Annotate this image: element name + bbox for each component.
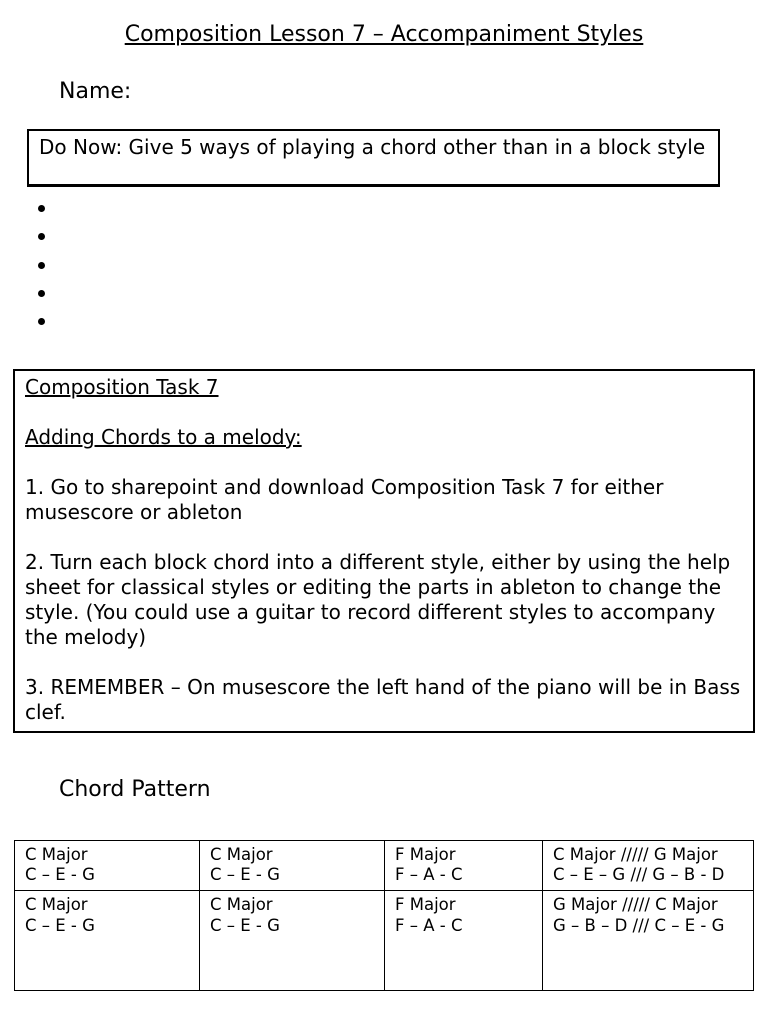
- chord-name: F Major: [395, 845, 456, 864]
- chord-name: C Major: [25, 845, 88, 864]
- do-now-box: Do Now: Give 5 ways of playing a chord other than in a block style: [27, 129, 720, 187]
- chord-notes: G – B – D /// C – E - G: [553, 915, 725, 935]
- chord-cell: [15, 841, 200, 891]
- chord-notes: C – E - G: [25, 915, 95, 935]
- chord-name: F Major: [395, 895, 456, 915]
- chord-pattern-heading: Chord Pattern: [59, 777, 211, 802]
- chord-cell: [15, 891, 200, 991]
- chord-cell: [543, 891, 754, 991]
- chord-name: C Major: [210, 845, 273, 864]
- task-step-1: 1. Go to sharepoint and download Composition Task 7 for either musescore or ableton: [25, 475, 664, 524]
- chord-cell: [385, 841, 543, 891]
- chord-pattern-table: [14, 840, 754, 991]
- chord-name: C Major: [25, 895, 88, 915]
- task-heading: Composition Task 7: [25, 375, 219, 399]
- table-row: [15, 891, 754, 991]
- chord-notes: C – E - G: [210, 915, 280, 935]
- chord-cell: [543, 841, 754, 891]
- chord-cell: [200, 841, 385, 891]
- name-label: Name:: [59, 79, 132, 104]
- chord-cell: [385, 891, 543, 991]
- composition-task-box: [13, 369, 755, 733]
- chord-name: C Major ///// G Major: [553, 845, 718, 864]
- chord-name: G Major ///// C Major: [553, 895, 718, 915]
- page-title: Composition Lesson 7 – Accompaniment Styles: [124, 22, 644, 47]
- chord-name: C Major: [210, 895, 273, 915]
- task-subheading: Adding Chords to a melody:: [25, 425, 302, 449]
- chord-cell: [200, 891, 385, 991]
- chord-notes: C – E - G: [210, 865, 280, 885]
- table-row: [15, 841, 754, 891]
- chord-notes: C – E - G: [25, 865, 95, 885]
- task-step-3: 3. REMEMBER – On musescore the left hand of the piano will be in Bass clef.: [25, 675, 741, 724]
- task-step-2: 2. Turn each block chord into a different style, either by using the help sheet for classical styles or editing the parts in ableton to change the style. (You could use a guitar to record different styles to accompany the melody): [25, 550, 731, 649]
- chord-notes: F – A - C: [395, 915, 463, 935]
- chord-notes: C – E – G /// G – B - D: [553, 865, 725, 885]
- chord-notes: F – A - C: [395, 865, 463, 885]
